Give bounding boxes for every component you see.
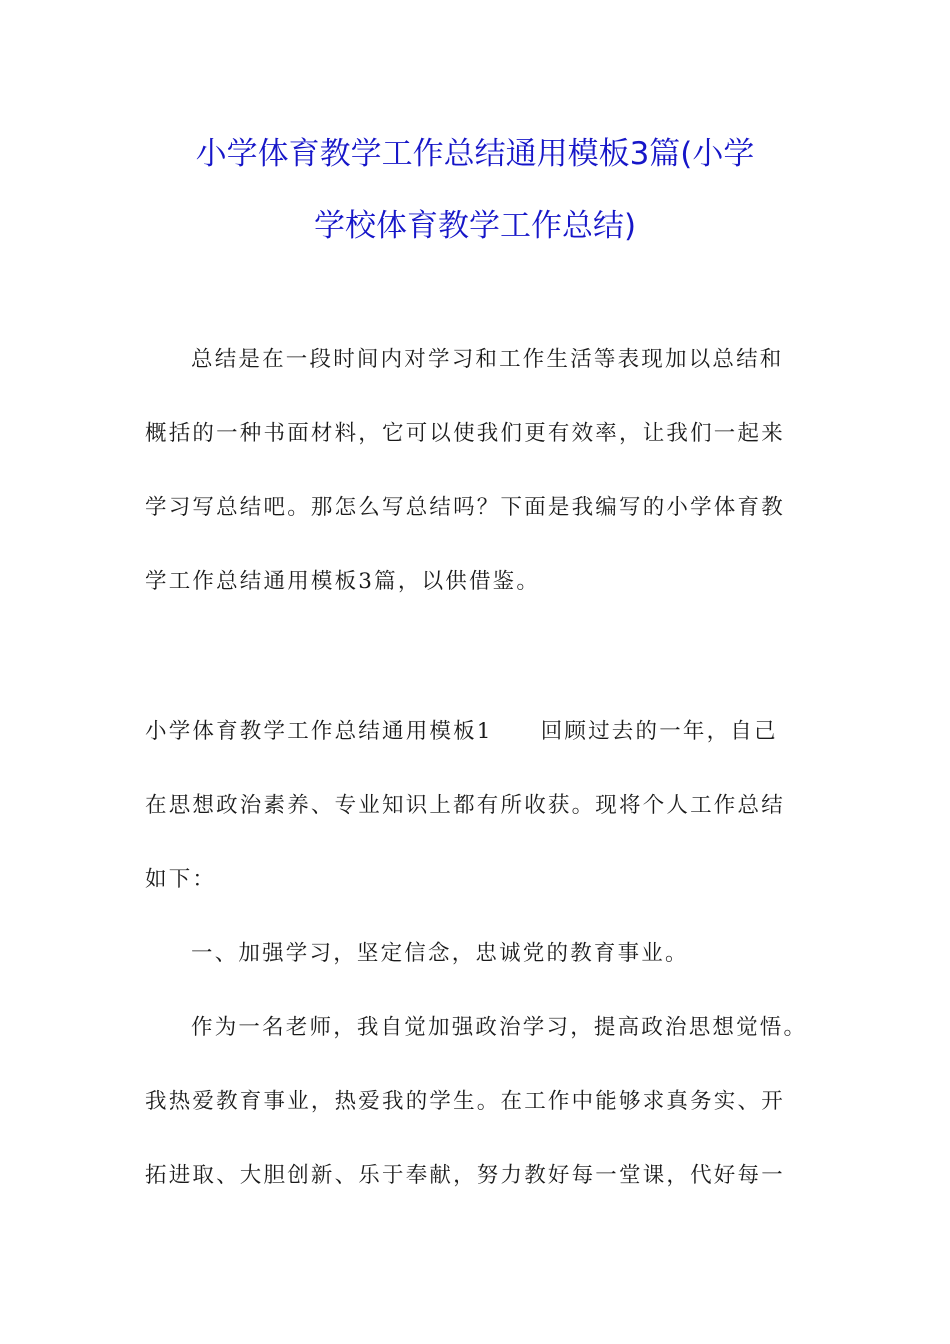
paragraph-line-2: 我热爱教育事业，热爱我的学生。在工作中能够求真务实、开 (145, 1089, 785, 1114)
intro-line-2: 概括的一种书面材料，它可以使我们更有效率，让我们一起来 (145, 421, 785, 446)
intro-line-4: 学工作总结通用模板3篇，以供借鉴。 (145, 569, 541, 594)
intro-paragraph (145, 323, 813, 619)
title-line-1: 小学体育教学工作总结通用模板3篇(小学 (195, 136, 755, 172)
intro-line-3: 学习写总结吧。那怎么写总结吗？下面是我编写的小学体育教 (145, 495, 785, 520)
document-title (100, 118, 850, 262)
section-1-heading: 小学体育教学工作总结通用模板1 (145, 719, 493, 744)
section-1-line-1-rest: 回顾过去的一年，自己 (540, 719, 778, 744)
section-1-first-line (145, 695, 813, 769)
title-line-2: 学校体育教学工作总结) (313, 208, 637, 244)
section-1-line-3: 如下： (145, 867, 217, 892)
point-1-heading: 一、加强学习，坚定信念，忠诚党的教育事业。 (191, 941, 689, 966)
section-1-line-2: 在思想政治素养、专业知识上都有所收获。现将个人工作总结 (145, 793, 785, 818)
paragraph-line-1: 作为一名老师，我自觉加强政治学习，提高政治思想觉悟。 (191, 1015, 808, 1040)
intro-line-1: 总结是在一段时间内对学习和工作生活等表现加以总结和 (191, 347, 784, 372)
paragraph-line-3: 拓进取、大胆创新、乐于奉献，努力教好每一堂课，代好每一 (145, 1163, 785, 1188)
section-1 (145, 695, 813, 1213)
